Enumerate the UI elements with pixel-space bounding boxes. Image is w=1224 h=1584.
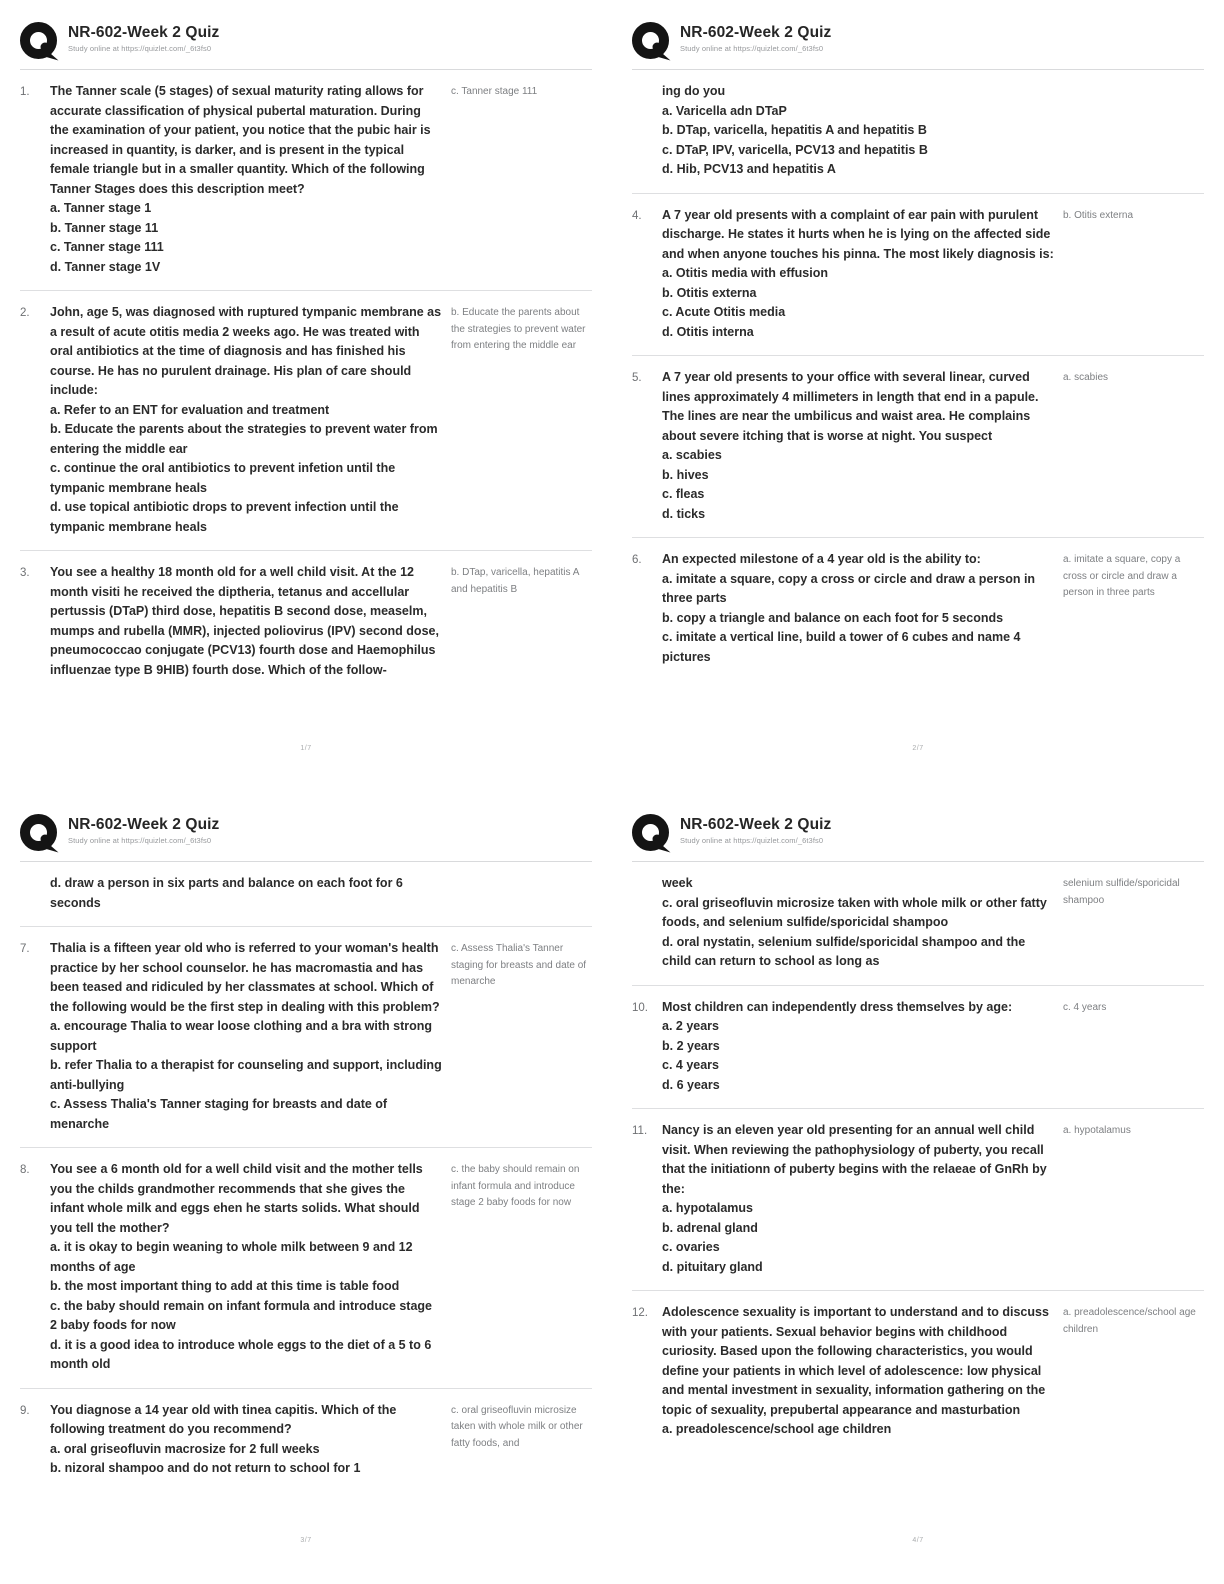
question-line: a. hypotalamus xyxy=(662,1201,753,1215)
page-footer: 1/7 xyxy=(300,745,312,752)
question-line: d. pituitary gland xyxy=(662,1259,763,1274)
page-footer: 2/7 xyxy=(912,745,924,752)
header-text xyxy=(68,814,219,845)
header-text xyxy=(680,814,831,845)
question-block xyxy=(20,551,592,693)
quiz-page-3 xyxy=(0,792,612,1584)
question-line: b. 2 years xyxy=(662,1038,720,1053)
answer-text: b. Otitis externa xyxy=(1063,209,1134,221)
question-line: c. Acute Otitis media xyxy=(662,305,786,319)
answer-text: c. 4 years xyxy=(1063,1001,1107,1013)
page-body xyxy=(20,862,592,1492)
question-number: 10. xyxy=(632,1001,648,1014)
quizlet-logo-icon xyxy=(632,22,672,62)
question-number xyxy=(632,82,662,83)
question-text xyxy=(662,550,1054,667)
question-line: d. Hib, PCV13 and hepatitis A xyxy=(662,162,836,176)
page-subtitle: Study online at https://quizlet.com/_6t3fs0 xyxy=(680,836,824,845)
question-line: c. 4 years xyxy=(662,1058,719,1072)
question-text xyxy=(50,563,442,680)
question-line: Nancy is an eleven year old presenting for an annual well child visit. When reviewing the pathophysiology of puberty, you recall that the initiationn of puberty begins with the relaeae of GnRh by the: xyxy=(662,1123,1047,1196)
page-subtitle: Study online at https://quizlet.com/_6t3fs0 xyxy=(680,44,824,53)
question-line: a. oral griseofluvin macrosize for 2 full weeks xyxy=(50,1441,320,1456)
question-line: b. copy a triangle and balance on each foot for 5 seconds xyxy=(662,610,1004,625)
question-line: The Tanner scale (5 stages) of sexual maturity rating allows for accurate classification of physical pubertal maturation. During the examination of your patient, you notice that the pubic hair is increased in quantity, is darker, and is present in the typical female triangle but in a smaller quantity. Which of the following Tanner Stages does this description meet? xyxy=(50,84,431,196)
question-number: 1. xyxy=(20,86,30,98)
question-line: d. ticks xyxy=(662,506,706,521)
header-text xyxy=(68,22,219,53)
question-number: 12. xyxy=(632,1307,648,1319)
question-block xyxy=(632,1291,1204,1453)
page-subtitle: Study online at https://quizlet.com/_6t3fs0 xyxy=(68,836,212,845)
question-number: 9. xyxy=(20,1404,30,1417)
page-header xyxy=(20,812,592,862)
page-body xyxy=(632,70,1204,680)
question-line: a. Otitis media with effusion xyxy=(662,266,828,280)
question-line: a. Refer to an ENT for evaluation and treatment xyxy=(50,402,330,417)
header-text xyxy=(680,22,831,53)
question-block xyxy=(632,194,1204,357)
quiz-page-2 xyxy=(612,0,1224,792)
page-footer: 3/7 xyxy=(300,1537,312,1544)
question-text xyxy=(662,206,1054,343)
quiz-page-4 xyxy=(612,792,1224,1584)
question-number: 8. xyxy=(20,1164,30,1176)
page-body xyxy=(632,862,1204,1453)
question-text xyxy=(50,874,442,913)
question-line: c. fleas xyxy=(662,487,705,501)
question-line: a. Varicella adn DTaP xyxy=(662,103,787,118)
question-text xyxy=(662,82,1054,180)
page-title: NR-602-Week 2 Quiz xyxy=(68,24,220,41)
question-text xyxy=(662,998,1054,1096)
page-subtitle: Study online at https://quizlet.com/_6t3fs0 xyxy=(68,44,212,53)
question-line: d. use topical antibiotic drops to prevent infection until the tympanic membrane heals xyxy=(50,500,399,534)
question-line: b. adrenal gland xyxy=(662,1220,758,1235)
answer-text: c. Assess Thalia's Tanner staging for breasts and date of menarche xyxy=(451,943,587,987)
question-line: An expected milestone of a 4 year old is the ability to: xyxy=(662,552,981,566)
page-header xyxy=(632,20,1204,70)
question-line: a. imitate a square, copy a cross or circle and draw a person in three parts xyxy=(662,571,1036,605)
question-block xyxy=(20,927,592,1148)
question-block xyxy=(632,356,1204,538)
question-block xyxy=(20,1389,592,1492)
question-line: d. Otitis interna xyxy=(662,324,754,339)
continuation-block xyxy=(632,862,1204,986)
continuation-block xyxy=(20,862,592,927)
question-line: You see a 6 month old for a well child visit and the mother tells you the childs grandmother recommends that she gives the infant whole milk and eggs ehen he starts solids. What should you tell the mother? xyxy=(50,1162,423,1235)
question-line: c. DTaP, IPV, varicella, PCV13 and hepatitis B xyxy=(662,142,928,157)
question-line: a. preadolescence/school age children xyxy=(662,1422,892,1436)
question-line: ing do you xyxy=(662,84,726,98)
question-line: a. Tanner stage 1 xyxy=(50,201,152,215)
question-line: a. scabies xyxy=(662,448,722,462)
question-line: Adolescence sexuality is important to understand and to discuss with your patients. Sexual behavior begins with childhood curiosity. Based upon the following characteristics, you would define your patients in which level of adolescence: low physical and mental investment in sexuality, information gathering on the topic of sexuality, prepubertal appearance and masturbation xyxy=(662,1305,1049,1417)
answer-text: b. Educate the parents about the strategies to prevent water from entering the middle ear xyxy=(451,307,586,351)
page-title: NR-602-Week 2 Quiz xyxy=(680,24,832,41)
question-line: c. Tanner stage 111 xyxy=(50,240,164,254)
answer-text: c. Tanner stage 111 xyxy=(451,86,538,97)
question-line: c. the baby should remain on infant formula and introduce stage 2 baby foods for now xyxy=(50,1298,432,1332)
question-line: Most children can independently dress themselves by age: xyxy=(662,999,1013,1014)
question-line: b. nizoral shampoo and do not return to school for 1 xyxy=(50,1461,361,1475)
question-line: b. the most important thing to add at this time is table food xyxy=(50,1279,400,1293)
page-body xyxy=(20,70,592,693)
question-block xyxy=(20,70,592,291)
question-text xyxy=(50,1160,442,1375)
question-line: John, age 5, was diagnosed with ruptured tympanic membrane as a result of acute otitis media 2 weeks ago. He was treated with oral antibiotics at the time of diagnosis and has finished his course. He has no purulent drainage. His plan of care should include: xyxy=(50,305,442,397)
question-line: d. 6 years xyxy=(662,1077,720,1092)
question-block xyxy=(632,986,1204,1110)
question-number: 6. xyxy=(632,554,642,566)
question-line: c. continue the oral antibiotics to prevent infetion until the tympanic membrane heals xyxy=(50,461,396,495)
question-text xyxy=(662,874,1054,972)
quizlet-logo-icon xyxy=(20,814,60,854)
question-text xyxy=(662,368,1054,524)
question-line: b. Tanner stage 11 xyxy=(50,220,159,235)
question-number: 11. xyxy=(632,1125,648,1137)
quiz-page-1 xyxy=(0,0,612,792)
answer-text: a. preadolescence/school age children xyxy=(1063,1307,1196,1335)
question-block xyxy=(20,1148,592,1389)
question-line: b. Educate the parents about the strategies to prevent water from entering the middle ear xyxy=(50,422,438,456)
question-line: d. draw a person in six parts and balance on each foot for 6 seconds xyxy=(50,876,403,910)
page-title: NR-602-Week 2 Quiz xyxy=(68,816,220,833)
question-line: a. 2 years xyxy=(662,1019,719,1033)
question-line: c. oral griseofluvin microsize taken with whole milk or other fatty foods, and selenium sulfide/sporicidal shampoo xyxy=(662,895,1047,929)
question-text xyxy=(662,1121,1054,1277)
page-header xyxy=(20,20,592,70)
question-line: d. it is a good idea to introduce whole eggs to the diet of a 5 to 6 month old xyxy=(50,1337,432,1371)
answer-text: a. hypotalamus xyxy=(1063,1125,1131,1136)
quizlet-logo-icon xyxy=(20,22,60,62)
answer-text: b. DTap, varicella, hepatitis A and hepatitis B xyxy=(451,567,579,595)
question-line: b. Otitis externa xyxy=(662,285,757,300)
question-line: b. refer Thalia to a therapist for counseling and support, including anti-bullying xyxy=(50,1058,442,1092)
page-header xyxy=(632,812,1204,862)
question-block xyxy=(632,1109,1204,1291)
question-line: a. encourage Thalia to wear loose clothing and a bra with strong support xyxy=(50,1019,433,1053)
question-line: b. DTap, varicella, hepatitis A and hepatitis B xyxy=(662,123,927,137)
question-number: 4. xyxy=(632,209,642,222)
question-line: A 7 year old presents to your office with several linear, curved lines approximately 4 millimeters in length that end in a papule. The lines are near the umbilicus and waist area. He complains about severe itching that is worse at night. You suspect xyxy=(662,370,1039,443)
question-line: c. Assess Thalia's Tanner staging for breasts and date of menarche xyxy=(50,1097,388,1131)
question-line: week xyxy=(662,876,693,890)
question-text xyxy=(50,303,442,537)
question-number: 7. xyxy=(20,943,30,955)
question-block xyxy=(632,538,1204,680)
answer-text: selenium sulfide/sporicidal shampoo xyxy=(1063,878,1180,906)
question-line: c. imitate a vertical line, build a tower of 6 cubes and name 4 pictures xyxy=(662,630,1021,664)
question-line: d. Tanner stage 1V xyxy=(50,259,161,274)
quizlet-logo-icon xyxy=(632,814,672,854)
question-text xyxy=(662,1303,1054,1440)
page-footer: 4/7 xyxy=(912,1537,924,1544)
question-line: d. oral nystatin, selenium sulfide/sporicidal shampoo and the child can return to school as long as xyxy=(662,934,1026,968)
question-line: You diagnose a 14 year old with tinea capitis. Which of the following treatment do you recommend? xyxy=(50,1402,397,1436)
question-block xyxy=(20,291,592,551)
question-number xyxy=(20,874,50,875)
question-line: A 7 year old presents with a complaint of ear pain with purulent discharge. He states it hurts when he is lying on the affected side and when anyone touches his pinna. The most likely diagnosis is: xyxy=(662,207,1054,261)
question-line: You see a healthy 18 month old for a well child visit. At the 12 month visiti he received the diptheria, tetanus and accellular pertussis (DTaP) third dose, hepatitis B second dose, measelm, mumps and rubella (MMR), injected poliovirus (IPV) second dose, pneumococcao conjugate (PCV13) fourth dose and Haemophilus influenzae type B 9HIB) fourth dose. Which of the follow- xyxy=(50,565,439,677)
answer-text: a. imitate a square, copy a cross or circle and draw a person in three parts xyxy=(1063,554,1181,598)
page-title: NR-602-Week 2 Quiz xyxy=(680,816,832,833)
question-number: 3. xyxy=(20,567,30,579)
question-line: a. it is okay to begin weaning to whole milk between 9 and 12 months of age xyxy=(50,1240,413,1274)
question-text xyxy=(50,82,442,277)
question-text xyxy=(50,1401,442,1479)
answer-text: a. scabies xyxy=(1063,372,1109,383)
answer-text xyxy=(1063,82,1204,84)
question-text xyxy=(50,939,442,1134)
answer-text xyxy=(451,874,592,876)
question-line: c. ovaries xyxy=(662,1240,720,1254)
question-number: 2. xyxy=(20,307,30,319)
answer-text: c. the baby should remain on infant formula and introduce stage 2 baby foods for now xyxy=(451,1164,580,1208)
question-line: b. hives xyxy=(662,467,709,482)
question-number xyxy=(632,874,662,875)
question-number: 5. xyxy=(632,372,642,384)
answer-text: c. oral griseofluvin microsize taken with whole milk or other fatty foods, and xyxy=(451,1404,583,1449)
question-line: Thalia is a fifteen year old who is referred to your woman's health practice by her school counselor. he has macromastia and has been teased and ridiculed by her classmates at school. Which of the following would be the first step in dealing with this problem? xyxy=(50,941,440,1014)
continuation-block xyxy=(632,70,1204,194)
